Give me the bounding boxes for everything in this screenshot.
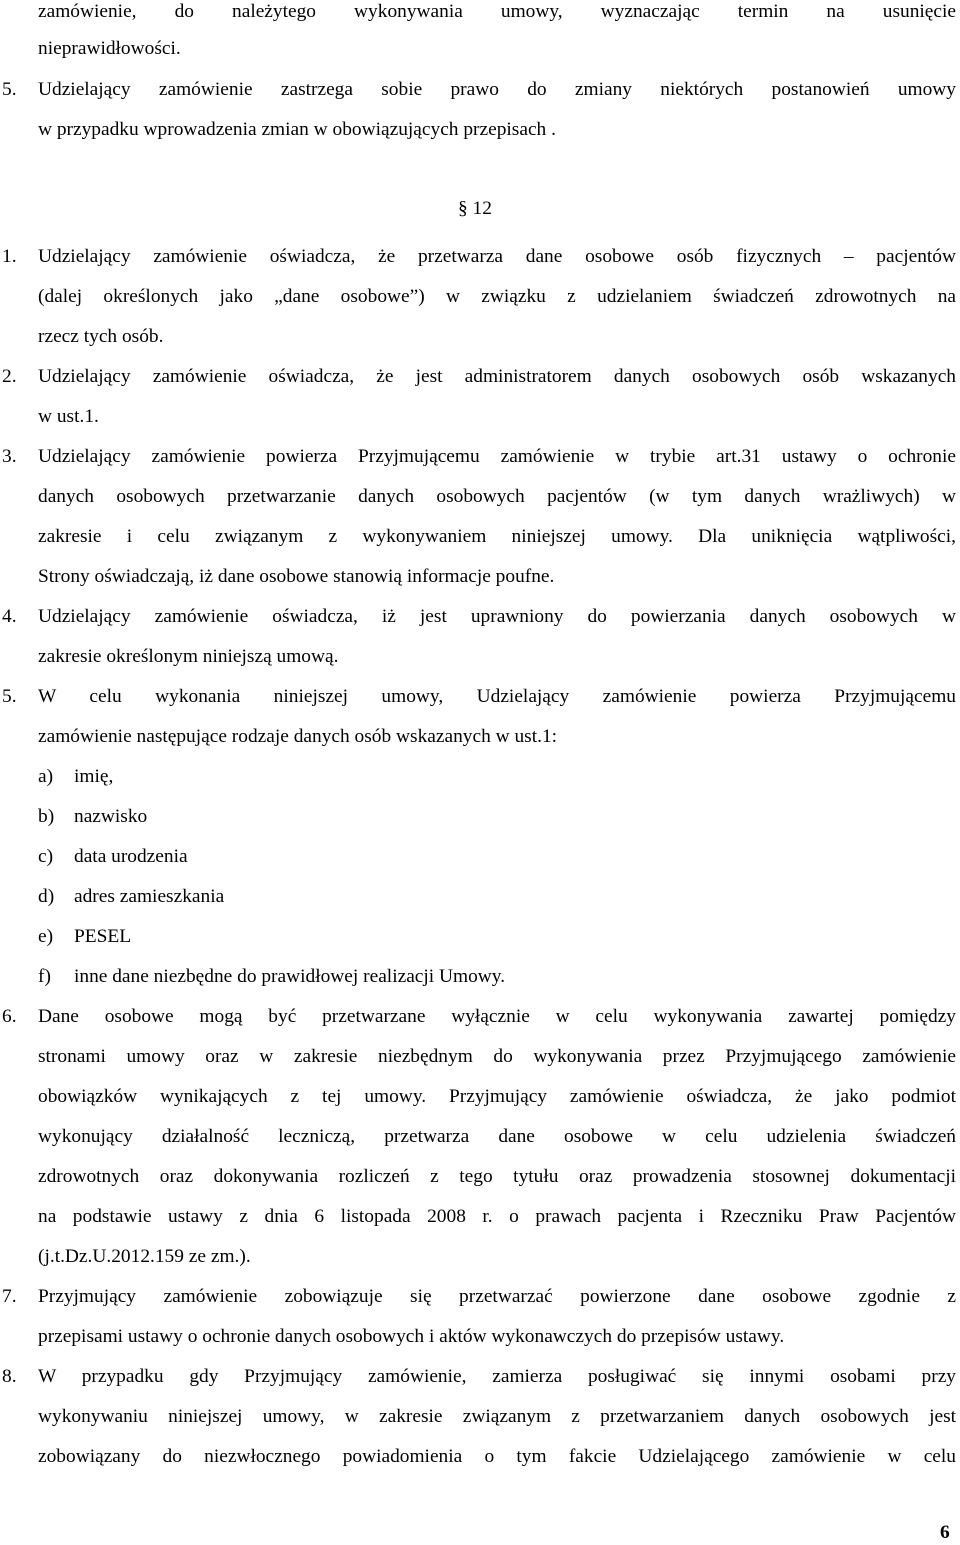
subitem-text: PESEL xyxy=(74,926,132,947)
item-4-line-1: Udzielający zamówienie oświadcza, iż jest uprawniony do powierzania danych osobowych w xyxy=(38,606,956,627)
subitem-text: imię, xyxy=(74,766,114,787)
item-6-line-6: na podstawie ustawy z dnia 6 listopada 2008 r. o prawach pacjenta i Rzeczniku Praw Pacjentów xyxy=(38,1206,956,1227)
item-7-line-2: przepisami ustawy o ochronie danych osobowych i aktów wykonawczych do przepisów ustawy. xyxy=(38,1326,785,1347)
page-number: 6 xyxy=(940,1522,950,1543)
item-1-line-2: (dalej określonych jako „dane osobowe”) w związku z udzielaniem świadczeń zdrowotnych na xyxy=(38,286,956,307)
item-8-number: 8. xyxy=(2,1366,17,1387)
item-6-line-1: Dane osobowe mogą być przetwarzane wyłącznie w celu wykonywania zawartej pomiędzy xyxy=(38,1006,956,1027)
subitem-label: a) xyxy=(38,766,54,787)
item-6-number: 6. xyxy=(2,1006,17,1027)
item-3-number: 3. xyxy=(2,446,17,467)
subitem-c xyxy=(38,845,956,885)
subitem-b xyxy=(38,805,956,845)
item-3-line-4: Strony oświadczają, iż dane osobowe stanowią informacje poufne. xyxy=(38,566,555,587)
item-4-line-2: zakresie określonym niniejszą umową. xyxy=(38,646,339,667)
subitem-d xyxy=(38,885,956,925)
subitem-text: data urodzenia xyxy=(74,846,188,867)
item-6-line-7: (j.t.Dz.U.2012.159 ze zm.). xyxy=(38,1246,251,1267)
item-6-line-2: stronami umowy oraz w zakresie niezbędnym do wykonywania przez Przyjmującego zamówienie xyxy=(38,1046,956,1067)
item-6-line-5: zdrowotnych oraz dokonywania rozliczeń z tego tytułu oraz prowadzenia stosownej dokumentacji xyxy=(38,1166,956,1187)
continuation-line-2: nieprawidłowości. xyxy=(38,38,181,59)
subitem-e xyxy=(38,925,956,965)
item-2-number: 2. xyxy=(2,366,17,387)
prev-item-5-line-1: Udzielający zamówienie zastrzega sobie prawo do zmiany niektórych postanowień umowy xyxy=(38,79,956,100)
subitem-label: e) xyxy=(38,926,54,947)
subitem-a xyxy=(38,765,956,805)
item-3-line-1: Udzielający zamówienie powierza Przyjmującemu zamówienie w trybie art.31 ustawy o ochronie xyxy=(38,446,956,467)
item-3-line-2: danych osobowych przetwarzanie danych osobowych pacjentów (w tym danych wrażliwych) w xyxy=(38,486,956,507)
subitem-f xyxy=(38,965,956,1005)
subitem-label: c) xyxy=(38,846,54,867)
item-6-line-4: wykonujący działalność leczniczą, przetwarza dane osobowe w celu udzielenia świadczeń xyxy=(38,1126,956,1147)
subitem-text: nazwisko xyxy=(74,806,148,827)
item-5-line-1: W celu wykonania niniejszej umowy, Udzielający zamówienie powierza Przyjmującemu xyxy=(38,686,956,707)
section-heading: § 12 xyxy=(458,198,492,219)
prev-item-5-number: 5. xyxy=(2,79,17,100)
subitem-label: b) xyxy=(38,806,55,827)
subitem-text: inne dane niezbędne do prawidłowej realizacji Umowy. xyxy=(74,966,506,987)
item-2-line-1: Udzielający zamówienie oświadcza, że jest administratorem danych osobowych osób wskazanych xyxy=(38,366,956,387)
item-8-line-1: W przypadku gdy Przyjmujący zamówienie, zamierza posługiwać się innymi osobami przy xyxy=(38,1366,956,1387)
prev-item-5-line-2: w przypadku wprowadzenia zmian w obowiązujących przepisach . xyxy=(38,119,556,140)
item-3-line-3: zakresie i celu związanym z wykonywaniem niniejszej umowy. Dla uniknięcia wątpliwości, xyxy=(38,526,956,547)
item-2-line-2: w ust.1. xyxy=(38,406,99,427)
item-1-line-1: Udzielający zamówienie oświadcza, że przetwarza dane osobowe osób fizycznych – pacjentów xyxy=(38,246,956,267)
subitem-label: d) xyxy=(38,886,55,907)
item-8-line-2: wykonywaniu niniejszej umowy, w zakresie związanym z przetwarzaniem danych osobowych jest xyxy=(38,1406,956,1427)
subitem-text: adres zamieszkania xyxy=(74,886,225,907)
item-4-number: 4. xyxy=(2,606,17,627)
item-7-line-1: Przyjmujący zamówienie zobowiązuje się przetwarzać powierzone dane osobowe zgodnie z xyxy=(38,1286,956,1307)
item-7-number: 7. xyxy=(2,1286,17,1307)
item-1-number: 1. xyxy=(2,246,17,267)
subitem-label: f) xyxy=(38,966,51,987)
item-5-line-2: zamówienie następujące rodzaje danych osób wskazanych w ust.1: xyxy=(38,726,558,747)
continuation-line-1: zamówienie, do należytego wykonywania umowy, wyznaczając termin na usunięcie xyxy=(38,1,956,22)
item-1-line-3: rzecz tych osób. xyxy=(38,326,164,347)
item-5-number: 5. xyxy=(2,686,17,707)
item-6-line-3: obowiązków wynikających z tej umowy. Przyjmujący zamówienie oświadcza, że jako podmiot xyxy=(38,1086,956,1107)
item-8-line-3: zobowiązany do niezwłocznego powiadomienia o tym fakcie Udzielającego zamówienie w celu xyxy=(38,1446,956,1467)
